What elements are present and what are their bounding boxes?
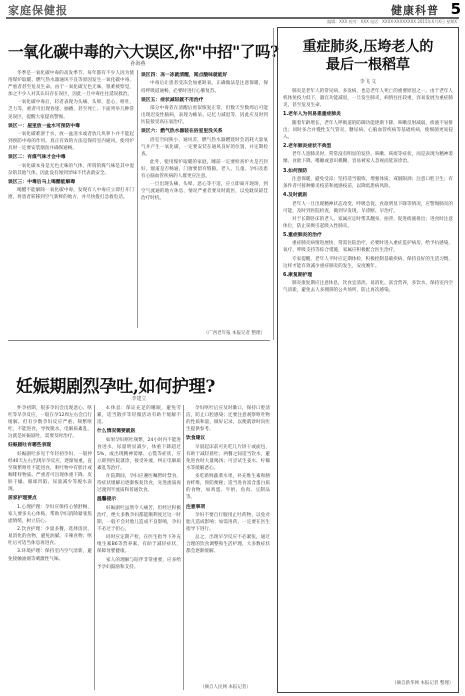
paragraph: 喝醋不能解除一氧化碳中毒，发现有人中毒应立即打开门窗，将患者转移到空气新鲜的地方，并尽快拨打急救电话。 <box>8 188 134 201</box>
paragraph: 孕妇不要自行服用止吐药物，以免对胎儿造成影响；如需用药，一定要在医生指导下进行。 <box>186 512 270 533</box>
subheading: 3.如何预防 <box>283 168 308 174</box>
subheading: 误区四：冻一冻就清醒，闻点酸味就能好 <box>141 73 228 78</box>
paragraph: 妊娠剧吐虽然令人痛苦，但经过积极治疗，绝大多数孕妇都能顺利度过这一时期，一般不会对胎儿造成不良影响，孕妇不必过于担心。 <box>97 505 181 533</box>
paragraph: 3.环境护理：保持室内空气清新，避免接触油烟等刺激性气味。 <box>8 549 92 562</box>
subheading: 1.老年人为何易患重症肺炎 <box>283 112 341 118</box>
paragraph: 对于长期卧床的老人，家属应定时帮其翻身、拍背，促进痰液排出；进食时注意体位，防止误吸引起吸入性肺炎。 <box>283 216 453 229</box>
paragraph: 如果孕妇呕吐频繁，24小时内不能进食进水，尿量明显减少，体重下降超过5%，或出现精神萎靡、心慌等症状，应立即到医院就诊，接受补液、纠正电解质紊乱等治疗。 <box>97 437 181 472</box>
subheading: 误区六：燃气热水器装在浴室里没关系 <box>141 129 223 135</box>
paragraph: 一氧化碳难溶于水，放一盆清水或者放几块萝卜并不能起到预防中毒的作用。真正有效的方法是保持室内通风，使用炉具时一定要安装烟囱并确保通畅。 <box>8 132 134 152</box>
paragraph: 早晨起床前可先吃几片饼干或面包，有助于减轻晨吐；两餐之间适当饮水，避免进食时大量喝汤；可尝试生姜水、柠檬水等缓解恶心。 <box>186 444 270 472</box>
subheading: 饮食建议 <box>186 436 206 442</box>
paragraph: 专家提醒，老年人平时应定期体检，积极控制基础疾病，保持良好的生活习惯，这样才能有效减少重症肺炎的发生，安度晚年。 <box>283 256 453 269</box>
subheading: 什么情况需要就医 <box>97 429 136 435</box>
paragraph: 总之，出现早孕反应不必紧张，通过合理的饮食调整和生活护理，大多数症状都会逐渐缓解。 <box>186 535 270 555</box>
header-meta: 编辑：XXX 校对：XXX 电话：XXXX-XXXXXXXX 2015年X月X日 星期X <box>327 19 457 24</box>
article1-column-2 <box>141 70 268 328</box>
article1-column-1 <box>8 70 134 328</box>
article2-author: 李飞 文 <box>359 79 377 85</box>
paragraph: 妊娠剧吐多见于年轻初孕妇，一般停经40天左右出现早孕反应，逐渐加重，直至频繁呕吐不能进食，呕吐物中有胆汁或咖啡样物质。严重者可出现体重下降、皮肤干燥、眼球凹陷、尿量减少等脱水表现。 <box>8 451 92 493</box>
paragraph: 一旦出现头痛、头晕、恶心等不适，应立即离开现场，到空气流通的地方休息，情况严重者要及时就医，以免耽误最佳治疗时机。 <box>141 182 268 202</box>
paragraph: 怀孕初期，很多孕妇会出现恶心、呕吐等早孕反应，一般在孕12周左右会自行缓解。但有少数孕妇反应严重，频繁呕吐，不能进食，导致脱水、电解质紊乱，这就是妊娠剧吐，需要及时治疗。 <box>8 406 92 440</box>
column-divider <box>183 405 184 690</box>
article3-title: 妊娠期剧烈孕吐,如何护理? <box>16 377 215 397</box>
subheading: 温馨提示 <box>97 497 117 503</box>
paragraph: 此外，使用煤炉取暖的家庭，睡前一定要检查炉火是否封好，烟道是否畅通，门窗要留有缝隙。老人、儿童、孕妇及患有心脑血管疾病的人群更应注意。 <box>141 159 268 180</box>
section-rule <box>8 340 270 341</box>
paragraph: 同时应定期产检，在医生指导下补充维生素B6等营养素，有助于减轻症状，保障母婴健康。 <box>97 535 181 555</box>
article3-source: （摘自人民网 本报记者） <box>200 685 251 690</box>
subheading: 4.及时就医 <box>283 193 308 199</box>
article3-column-1 <box>8 405 92 690</box>
paragraph: 浴室空间狭小、通风差，燃气热水器燃烧时会消耗大量氧气并产生一氧化碳，一定要安装在通风良好的位置，并定期检查。 <box>141 137 268 157</box>
paragraph: 家人的理解与陪伴非常重要，应多给予孕妇鼓励和支持。 <box>97 557 181 570</box>
subheading: 误区二：有煤气味才会中毒 <box>8 155 66 161</box>
paragraph: 部分中毒者在清醒后看似恢复正常，但数天至数周后可能出现迟发性脑病，表现为痴呆、记忆力减退等，因此应及时到医院接受高压氧治疗。 <box>141 106 268 126</box>
section-name-right: 健康科普 <box>391 4 439 17</box>
subheading: 2.老年肺炎症状不典型 <box>283 143 332 149</box>
paragraph: 4.休息：保证充足的睡眠，避免劳累，适当散步等轻微活动有助于缓解不适。 <box>97 406 181 426</box>
paragraph: 住院期间，孕妇应遵医嘱暂时禁食，待症状缓解后逐渐恢复饮食，先进流质再过渡到半流质和普通饮食。 <box>97 474 181 494</box>
article3-column-2 <box>97 405 181 690</box>
page-number: 5 <box>450 0 461 18</box>
paragraph: 随着年龄增长，老年人呼吸道的防御功能逐渐下降，咳嗽反射减弱，痰液不易排出；同时多合并慢性支气管炎、糖尿病、心脑血管疾病等基础疾病，使细菌更易侵入。 <box>283 120 453 140</box>
section-divider <box>273 28 274 340</box>
article1-source: （广西老年报 本报记者 整理） <box>203 331 265 336</box>
paragraph: 1.心理护理：孕妇应保持心情舒畅，家人要多关心体贴，帮助孕妇消除紧张焦虑情绪，树立信心。 <box>8 504 92 525</box>
article3-column-3 <box>186 405 270 681</box>
paragraph: 肺炎是老年人的常见病、多发病，也是老年人死亡的重要原因之一。由于老年人机体免疫力低下，器官功能减退，一旦发生肺炎，病情往往较重，容易发展为重症肺炎，甚至危及生命。 <box>283 89 453 109</box>
paragraph: 一氧化碳本身是无色无味的气体，所谓的煤气味是其中混杂的其他气体，因此没有闻到异味不代表就安全。 <box>8 163 134 176</box>
column-divider <box>137 70 138 328</box>
paragraph: 冬季是一氧化碳中毒的高发季节，每年都有不少人因为使用煤炉取暖、燃气热水器通风不良等原因发生一氧化碳中毒，严重者甚至危及生命。由于一氧化碳无色无味，很难被察觉，加之不少人对其认识存在误区，因此一旦中毒往往延误救治。 <box>8 71 134 98</box>
paragraph: 一氧化碳中毒后，轻者表现为头痛、头晕、恶心、呕吐、乏力等，重者可出现昏迷、抽搐，甚至死亡。下面列举几种常见误区，提醒大家提高警惕。 <box>8 100 134 120</box>
paragraph: 2.饮食护理：少量多餐，选择清淡、易消化的食物，避免油腻、辛辣食物；呕吐后可适当休息再进食。 <box>8 527 92 547</box>
article1-author: 孙海燕 <box>130 61 146 67</box>
paragraph: 注意保暖，避免受凉；坚持适当锻炼，增强体质；戒烟限酒；注意口腔卫生；有条件者可接种肺炎疫苗和流感疫苗，以降低患病风险。 <box>283 176 453 190</box>
subheading: 5.重症肺炎的治疗 <box>283 232 322 238</box>
paragraph: 多吃新鲜蔬菜水果，补充维生素和膳食纤维，预防便秘；适当进食富含蛋白质的食物，如鸡蛋、牛奶、鱼肉、豆制品等。 <box>186 474 270 501</box>
article1-title: 一氧化碳中毒的六大误区,你"中招"了吗? <box>8 42 279 61</box>
paragraph: 重症肺炎病情进展快，常需住院治疗，必要时进入重症监护病房，给予抗感染、氧疗、呼吸支持等综合措施，家属应积极配合医生治疗。 <box>283 241 453 254</box>
subheading: 误区一：屋里放一盆水可预防中毒 <box>8 123 80 129</box>
paragraph: 老年人一旦出现精神状态改变、呼吸急促、食欲明显下降等情况，应警惕肺炎的可能，及时到医院检查，做到早发现、早诊断、早治疗。 <box>283 201 453 214</box>
paragraph: 老年人患肺炎时，常常没有明显的发热、咳嗽、咳痰等症状，而是表现为精神萎靡、食欲下降、嗜睡或意识模糊，容易被家人忽视而延误诊治。 <box>283 152 453 165</box>
article3-author: 李建立 <box>131 396 147 402</box>
subheading: 妊娠剧吐有哪些表现 <box>8 443 52 449</box>
subheading: 注意事项 <box>186 504 206 510</box>
paragraph: 肺炎康复期应注意休息，饮食宜清淡、易消化、富含营养，多饮水，保持室内空气清新，避免去人多拥挤的公共场所，防止再次感染。 <box>283 281 453 294</box>
subheading: 居家护理要点 <box>8 496 37 502</box>
article2-title: 重症肺炎,压垮老人的 最后一根稻草 <box>302 39 434 73</box>
paragraph: 孕妇呕吐后应及时漱口，保持口腔清洁，防止口腔感染；还要注意观察呕吐物的性质和量，做好记录，以便就诊时向医生提供参考。 <box>186 406 270 433</box>
section-name-left: 家庭保健报 <box>8 4 68 17</box>
article2-column <box>283 88 453 674</box>
paragraph: 中毒后让患者受冻会加重缺氧，正确做法是注意保暖，保持呼吸道通畅，必要时进行心肺复苏。 <box>141 81 268 94</box>
article2-source: （摘自新华网 本报记者 整理） <box>392 681 454 686</box>
page-header <box>0 0 465 18</box>
subheading: 6.康复期护理 <box>283 272 313 278</box>
subheading: 误区五：症状减轻就不用治疗 <box>141 97 204 103</box>
column-divider <box>94 405 95 690</box>
subheading: 误区三：中毒后马上喝醋能解毒 <box>8 179 76 185</box>
